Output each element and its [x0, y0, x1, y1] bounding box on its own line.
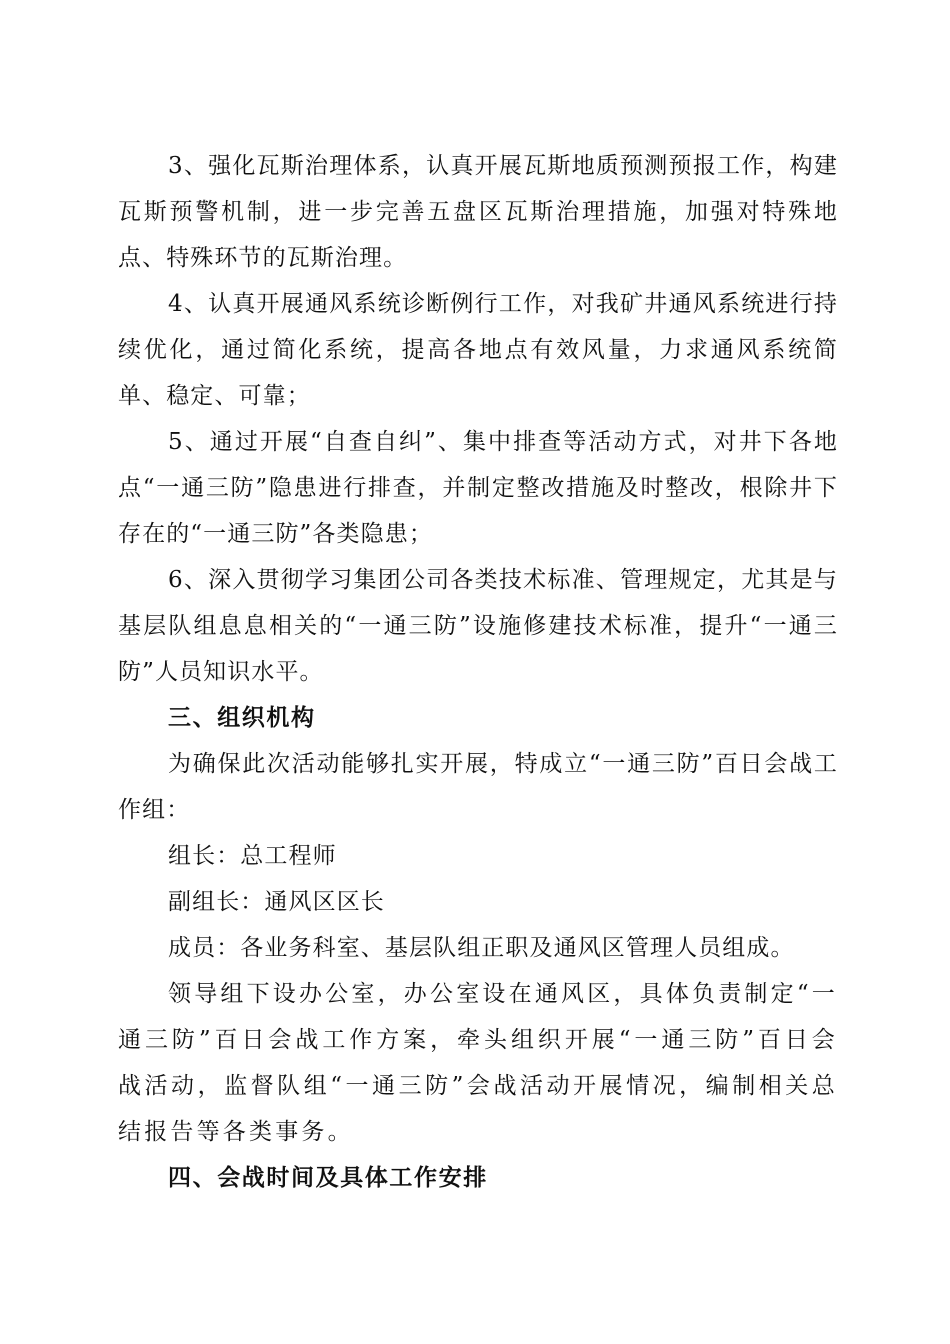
organization-members: 成员：各业务科室、基层队组正职及通风区管理人员组成。 [168, 935, 795, 961]
document-body [118, 143, 838, 1201]
paragraph-item-5: 5、通过开展“自查自纠”、集中排查等活动方式，对井下各地点“一通三防”隐患进行排查，并制定整改措施及时整改，根除井下存在的“一通三防”各类隐患； [118, 429, 838, 547]
section-heading-organization: 三、组织机构 [168, 705, 316, 731]
paragraph-item-3: 3、强化瓦斯治理体系，认真开展瓦斯地质预测预报工作，构建瓦斯预警机制，进一步完善五盘区瓦斯治理措施，加强对特殊地点、特殊环节的瓦斯治理。 [118, 153, 838, 271]
paragraph-item-6: 6、深入贯彻学习集团公司各类技术标准、管理规定，尤其是与基层队组息息相关的“一通三防”设施修建技术标准，提升“一通三防”人员知识水平。 [118, 567, 838, 685]
organization-leader: 组长：总工程师 [168, 843, 337, 869]
paragraph-organization-intro: 为确保此次活动能够扎实开展，特成立“一通三防”百日会战工作组： [118, 751, 838, 823]
paragraph-item-4: 4、认真开展通风系统诊断例行工作，对我矿井通风系统进行持续优化，通过简化系统，提高各地点有效风量，力求通风系统简单、稳定、可靠； [118, 291, 838, 409]
paragraph-office-duties: 领导组下设办公室，办公室设在通风区，具体负责制定“一通三防”百日会战工作方案，牵头组织开展“一通三防”百日会战活动，监督队组“一通三防”会战活动开展情况，编制相关总结报告等各类事务。 [118, 981, 838, 1145]
organization-deputy-leader: 副组长：通风区区长 [168, 889, 385, 915]
section-heading-schedule: 四、会战时间及具体工作安排 [168, 1165, 488, 1191]
